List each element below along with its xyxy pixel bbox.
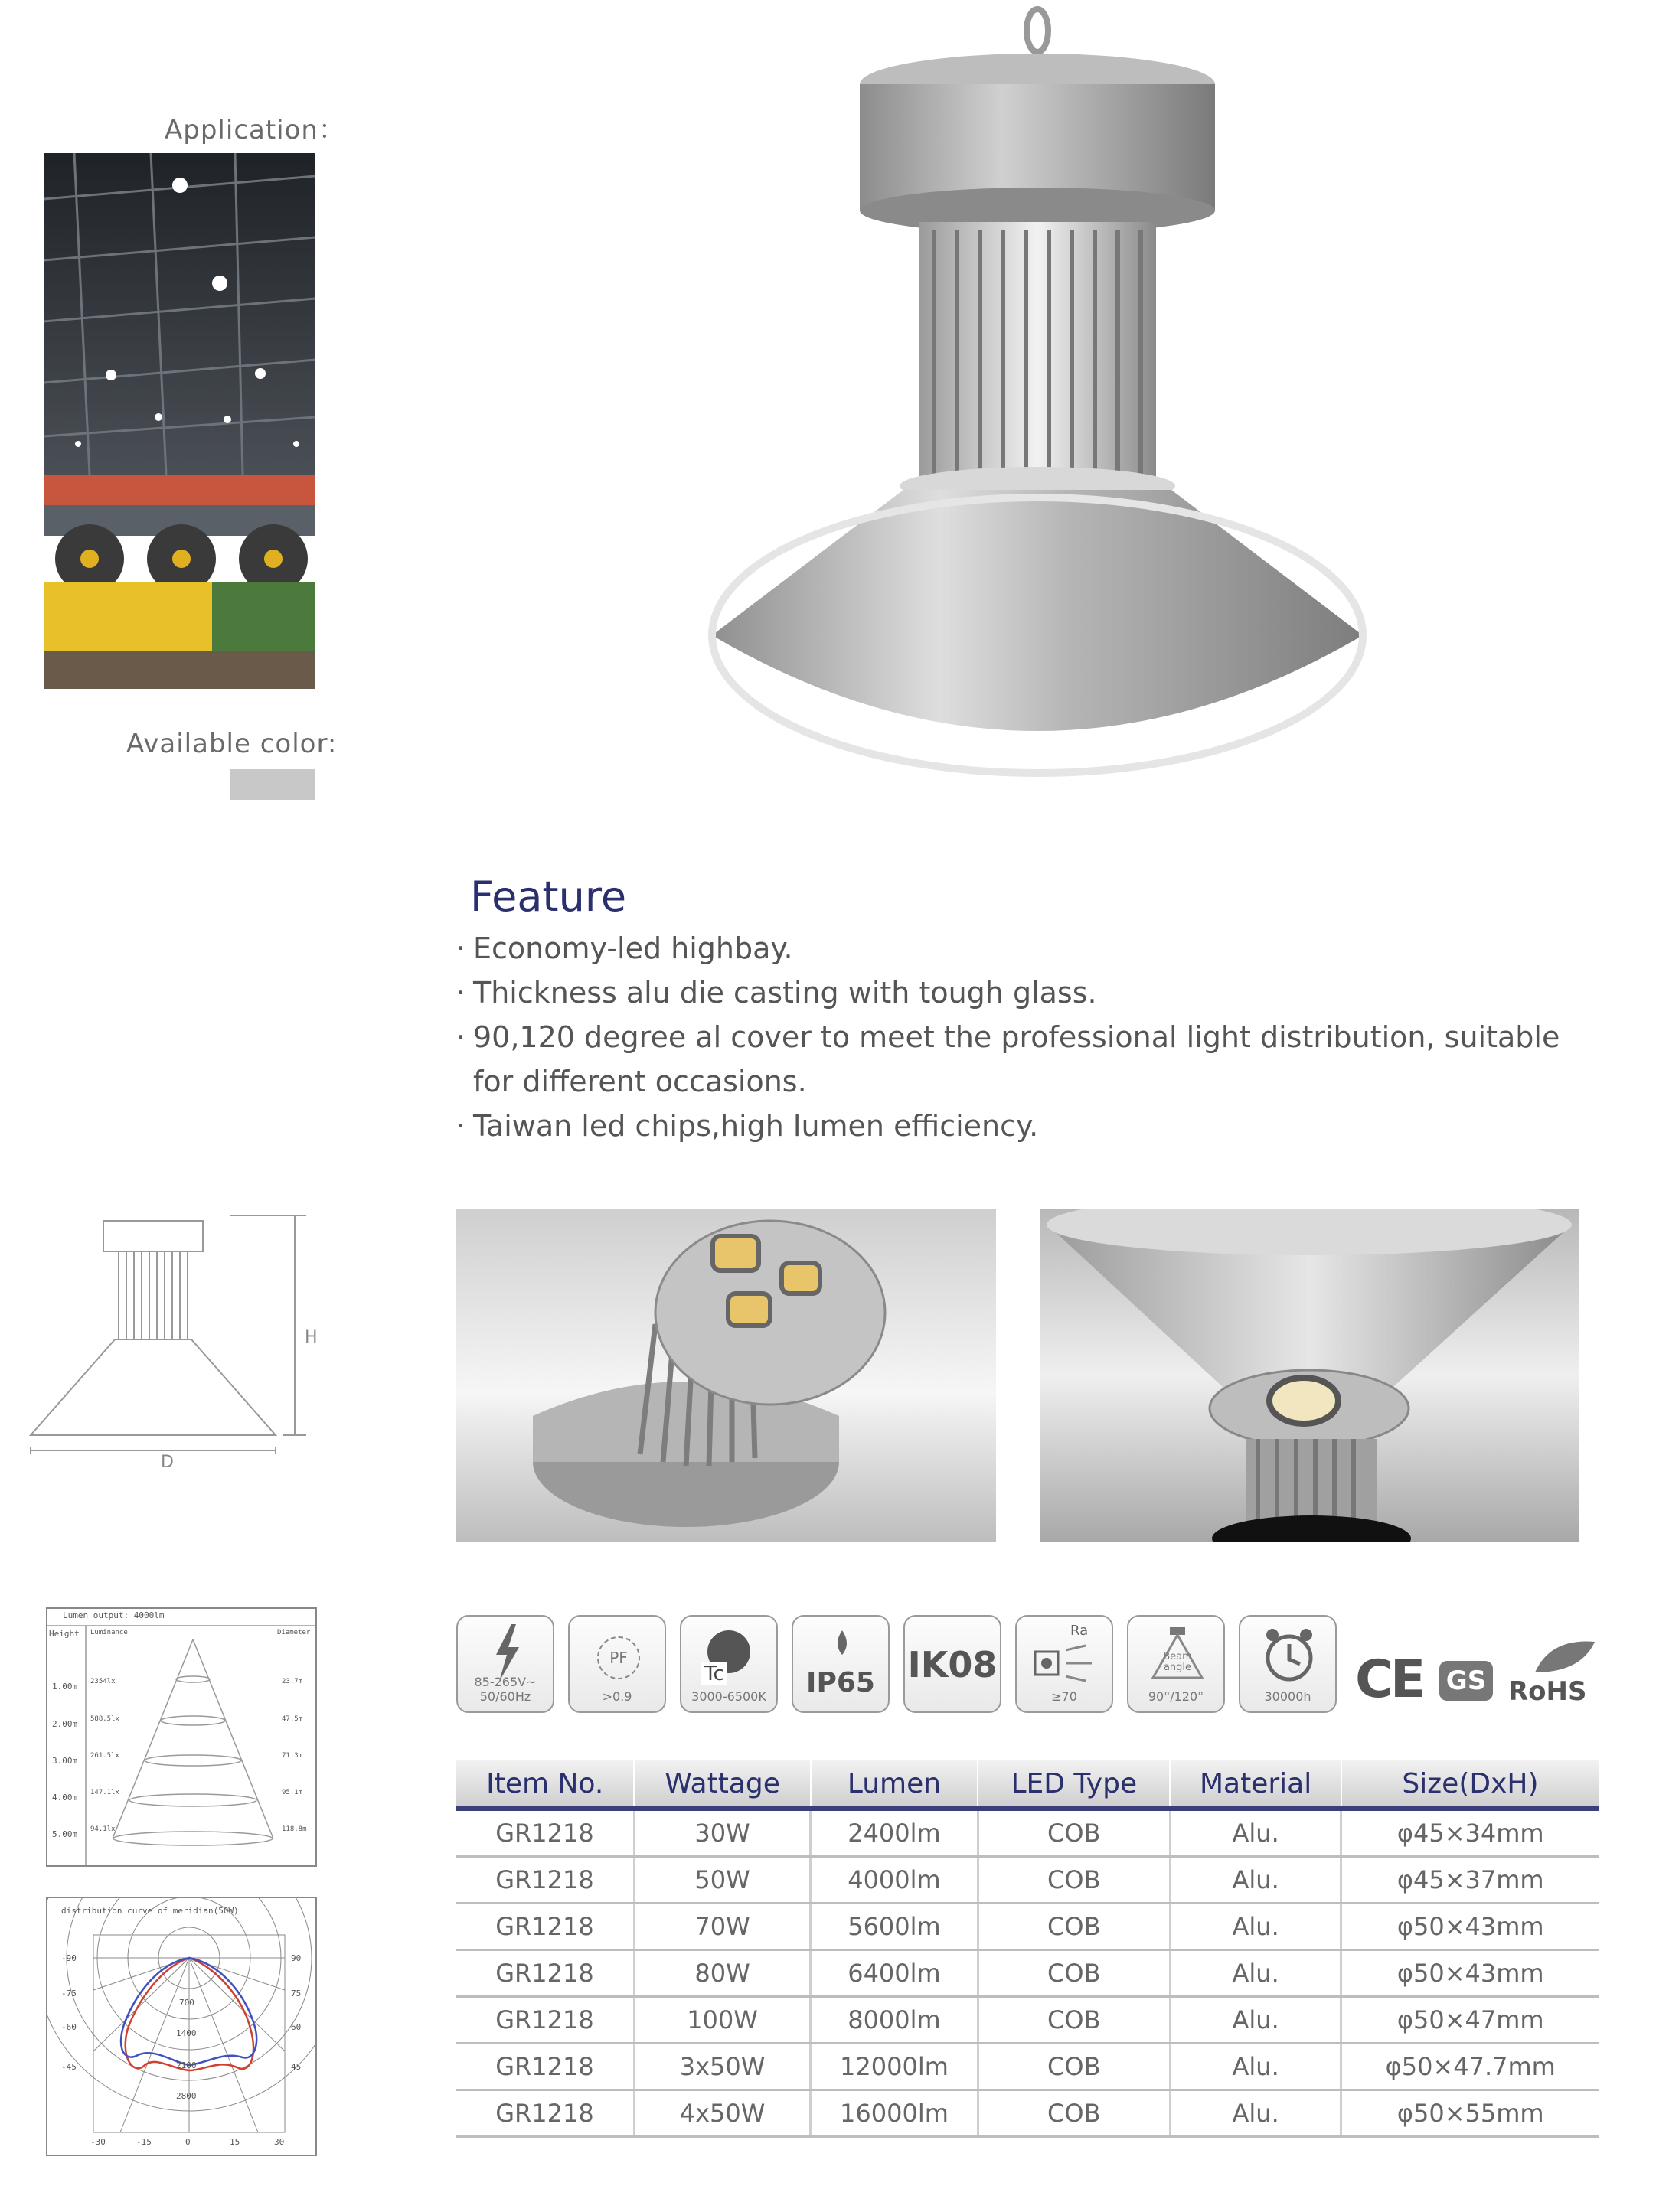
cell: COB: [978, 2044, 1170, 2090]
right-angle: 60: [291, 2022, 302, 2032]
voltage-icon: [456, 1615, 554, 1713]
ring-label: 2800: [176, 2091, 197, 2101]
feature-item: · Taiwan led chips,high lumen efficiency.: [456, 1104, 1605, 1148]
cell: 3x50W: [634, 2044, 810, 2090]
cell: Alu.: [1170, 1904, 1341, 1950]
right-angle: 90: [291, 1953, 302, 1963]
th-lumen: Lumen: [811, 1760, 978, 1809]
icon-caption: ≥70: [1051, 1689, 1077, 1704]
table-row: [456, 2044, 1599, 2090]
ip-rating-icon: [792, 1615, 890, 1713]
feature-item: · 90,120 degree al cover to meet the professional light distribution, suitable for different occasions.: [456, 1015, 1605, 1104]
cell: 6400lm: [811, 1950, 978, 1997]
color-rendering-icon: [1015, 1615, 1113, 1713]
bottom-tick: 0: [185, 2137, 191, 2147]
col-diameter: Diameter: [277, 1629, 311, 1636]
row-luminance: 2354lx: [90, 1678, 116, 1685]
cell: COB: [978, 1904, 1170, 1950]
col-height: Height: [49, 1629, 80, 1639]
cell: GR1218: [456, 1809, 634, 1857]
beam-angle-icon: [1127, 1615, 1225, 1713]
spec-table: [456, 1760, 1599, 2138]
bottom-tick: 30: [274, 2137, 285, 2147]
height-label: H: [305, 1328, 318, 1347]
cell: Alu.: [1170, 1950, 1341, 1997]
cell: COB: [978, 1857, 1170, 1904]
icon-caption: 30000h: [1264, 1689, 1311, 1704]
ring-label: 700: [179, 1998, 194, 2008]
icon-caption: >0.9: [602, 1689, 632, 1704]
beam-text: Beam angle: [1163, 1651, 1192, 1673]
cell: COB: [978, 2090, 1170, 2137]
icon-caption: 85-265V~ 50/60Hz: [474, 1675, 537, 1704]
power-factor-icon: [568, 1615, 666, 1713]
cell: COB: [978, 1809, 1170, 1857]
lifetime-icon: [1239, 1615, 1337, 1713]
polar-diagram: [46, 1897, 317, 2156]
application-photo: [44, 153, 315, 689]
left-angle: -90: [61, 1953, 77, 1963]
row-diameter: 95.1m: [282, 1789, 303, 1796]
row-height: 3.00m: [52, 1756, 78, 1766]
impact-rating-icon: [903, 1615, 1001, 1713]
color-swatch: [230, 769, 315, 800]
cell: Alu.: [1170, 2090, 1341, 2137]
row-diameter: 47.5m: [282, 1715, 303, 1723]
cell: 4000lm: [811, 1857, 978, 1904]
row-height: 4.00m: [52, 1793, 78, 1803]
cell: φ50×43mm: [1341, 1950, 1599, 1997]
ip-text: IP65: [806, 1667, 875, 1698]
feature-item: · Thickness alu die casting with tough glass.: [456, 971, 1605, 1015]
feature-list: [456, 926, 1605, 1148]
feature-item: · Economy-led highbay.: [456, 926, 1605, 971]
row-height: 5.00m: [52, 1829, 78, 1839]
th-size: Size(DxH): [1341, 1760, 1599, 1809]
table-row: [456, 1809, 1599, 1857]
dimension-drawing: [23, 1209, 329, 1470]
cell: COB: [978, 1950, 1170, 1997]
th-item: Item No.: [456, 1760, 634, 1809]
row-height: 1.00m: [52, 1682, 78, 1692]
th-wattage: Wattage: [634, 1760, 810, 1809]
cell: 12000lm: [811, 2044, 978, 2090]
feature-title: Feature: [470, 873, 627, 921]
product-image: [689, 0, 1409, 788]
ring-label: 2100: [176, 2060, 197, 2070]
icon-caption: 3000-6500K: [691, 1689, 766, 1704]
cell: GR1218: [456, 2044, 634, 2090]
row-diameter: 71.3m: [282, 1752, 303, 1760]
bottom-tick: 15: [230, 2137, 240, 2147]
cell: φ50×43mm: [1341, 1904, 1599, 1950]
rohs-mark: RoHS: [1508, 1676, 1587, 1707]
application-label: Application：: [165, 115, 345, 145]
cell: Alu.: [1170, 2044, 1341, 2090]
available-color-label: Available color:: [126, 729, 338, 759]
left-angle: -60: [61, 2022, 77, 2032]
cell: 8000lm: [811, 1997, 978, 2044]
cell: φ50×47mm: [1341, 1997, 1599, 2044]
th-led-type: LED Type: [978, 1760, 1170, 1809]
icon-caption: 90°/120°: [1148, 1689, 1204, 1704]
diameter-label: D: [161, 1453, 174, 1472]
bottom-tick: -30: [90, 2137, 106, 2147]
pf-text: PF: [597, 1636, 640, 1679]
cell: 4x50W: [634, 2090, 810, 2137]
table-row: [456, 1997, 1599, 2044]
rohs-leaf-icon: [1527, 1638, 1596, 1676]
ce-mark: CE: [1355, 1649, 1423, 1710]
cell: φ50×55mm: [1341, 2090, 1599, 2137]
color-temperature-icon: [680, 1615, 778, 1713]
row-luminance: 261.5lx: [90, 1752, 119, 1760]
cell: GR1218: [456, 1857, 634, 1904]
row-diameter: 23.7m: [282, 1678, 303, 1685]
cell: 80W: [634, 1950, 810, 1997]
cell: GR1218: [456, 1997, 634, 2044]
cell: 5600lm: [811, 1904, 978, 1950]
cell: Alu.: [1170, 1809, 1341, 1857]
table-row: [456, 1904, 1599, 1950]
lumen-title: Lumen output: 4000lm: [63, 1610, 165, 1620]
cell: 100W: [634, 1997, 810, 2044]
lumen-diagram: [46, 1607, 317, 1867]
th-material: Material: [1170, 1760, 1341, 1809]
ring-label: 1400: [176, 2028, 197, 2038]
right-angle: 45: [291, 2062, 302, 2072]
cell: φ45×37mm: [1341, 1857, 1599, 1904]
col-luminance: Luminance: [90, 1629, 128, 1636]
cell: Alu.: [1170, 1857, 1341, 1904]
cell: 16000lm: [811, 2090, 978, 2137]
gs-mark: GS: [1439, 1661, 1493, 1701]
left-angle: -75: [61, 1989, 77, 1998]
table-row: [456, 2090, 1599, 2137]
cell: GR1218: [456, 1904, 634, 1950]
cell: 50W: [634, 1857, 810, 1904]
polar-title: distribution curve of meridian(50W): [61, 1906, 239, 1916]
row-height: 2.00m: [52, 1719, 78, 1729]
row-luminance: 147.1lx: [90, 1789, 119, 1796]
cell: 70W: [634, 1904, 810, 1950]
cell: GR1218: [456, 2090, 634, 2137]
table-row: [456, 1857, 1599, 1904]
bottom-tick: -15: [136, 2137, 152, 2147]
cell: COB: [978, 1997, 1170, 2044]
led-module-photo: [456, 1209, 996, 1542]
cell: Alu.: [1170, 1997, 1341, 2044]
row-diameter: 118.8m: [282, 1825, 307, 1833]
ra-text: Ra: [1070, 1623, 1089, 1639]
cell: 30W: [634, 1809, 810, 1857]
row-luminance: 588.5lx: [90, 1715, 119, 1723]
ik-text: IK08: [907, 1644, 998, 1685]
row-luminance: 94.1lx: [90, 1825, 116, 1833]
left-angle: -45: [61, 2062, 77, 2072]
right-angle: 75: [291, 1989, 302, 1998]
cell: φ50×47.7mm: [1341, 2044, 1599, 2090]
tc-text: Tc: [701, 1662, 727, 1685]
reflector-photo: [1040, 1209, 1579, 1542]
cell: GR1218: [456, 1950, 634, 1997]
cell: 2400lm: [811, 1809, 978, 1857]
cell: φ45×34mm: [1341, 1809, 1599, 1857]
table-row: [456, 1950, 1599, 1997]
